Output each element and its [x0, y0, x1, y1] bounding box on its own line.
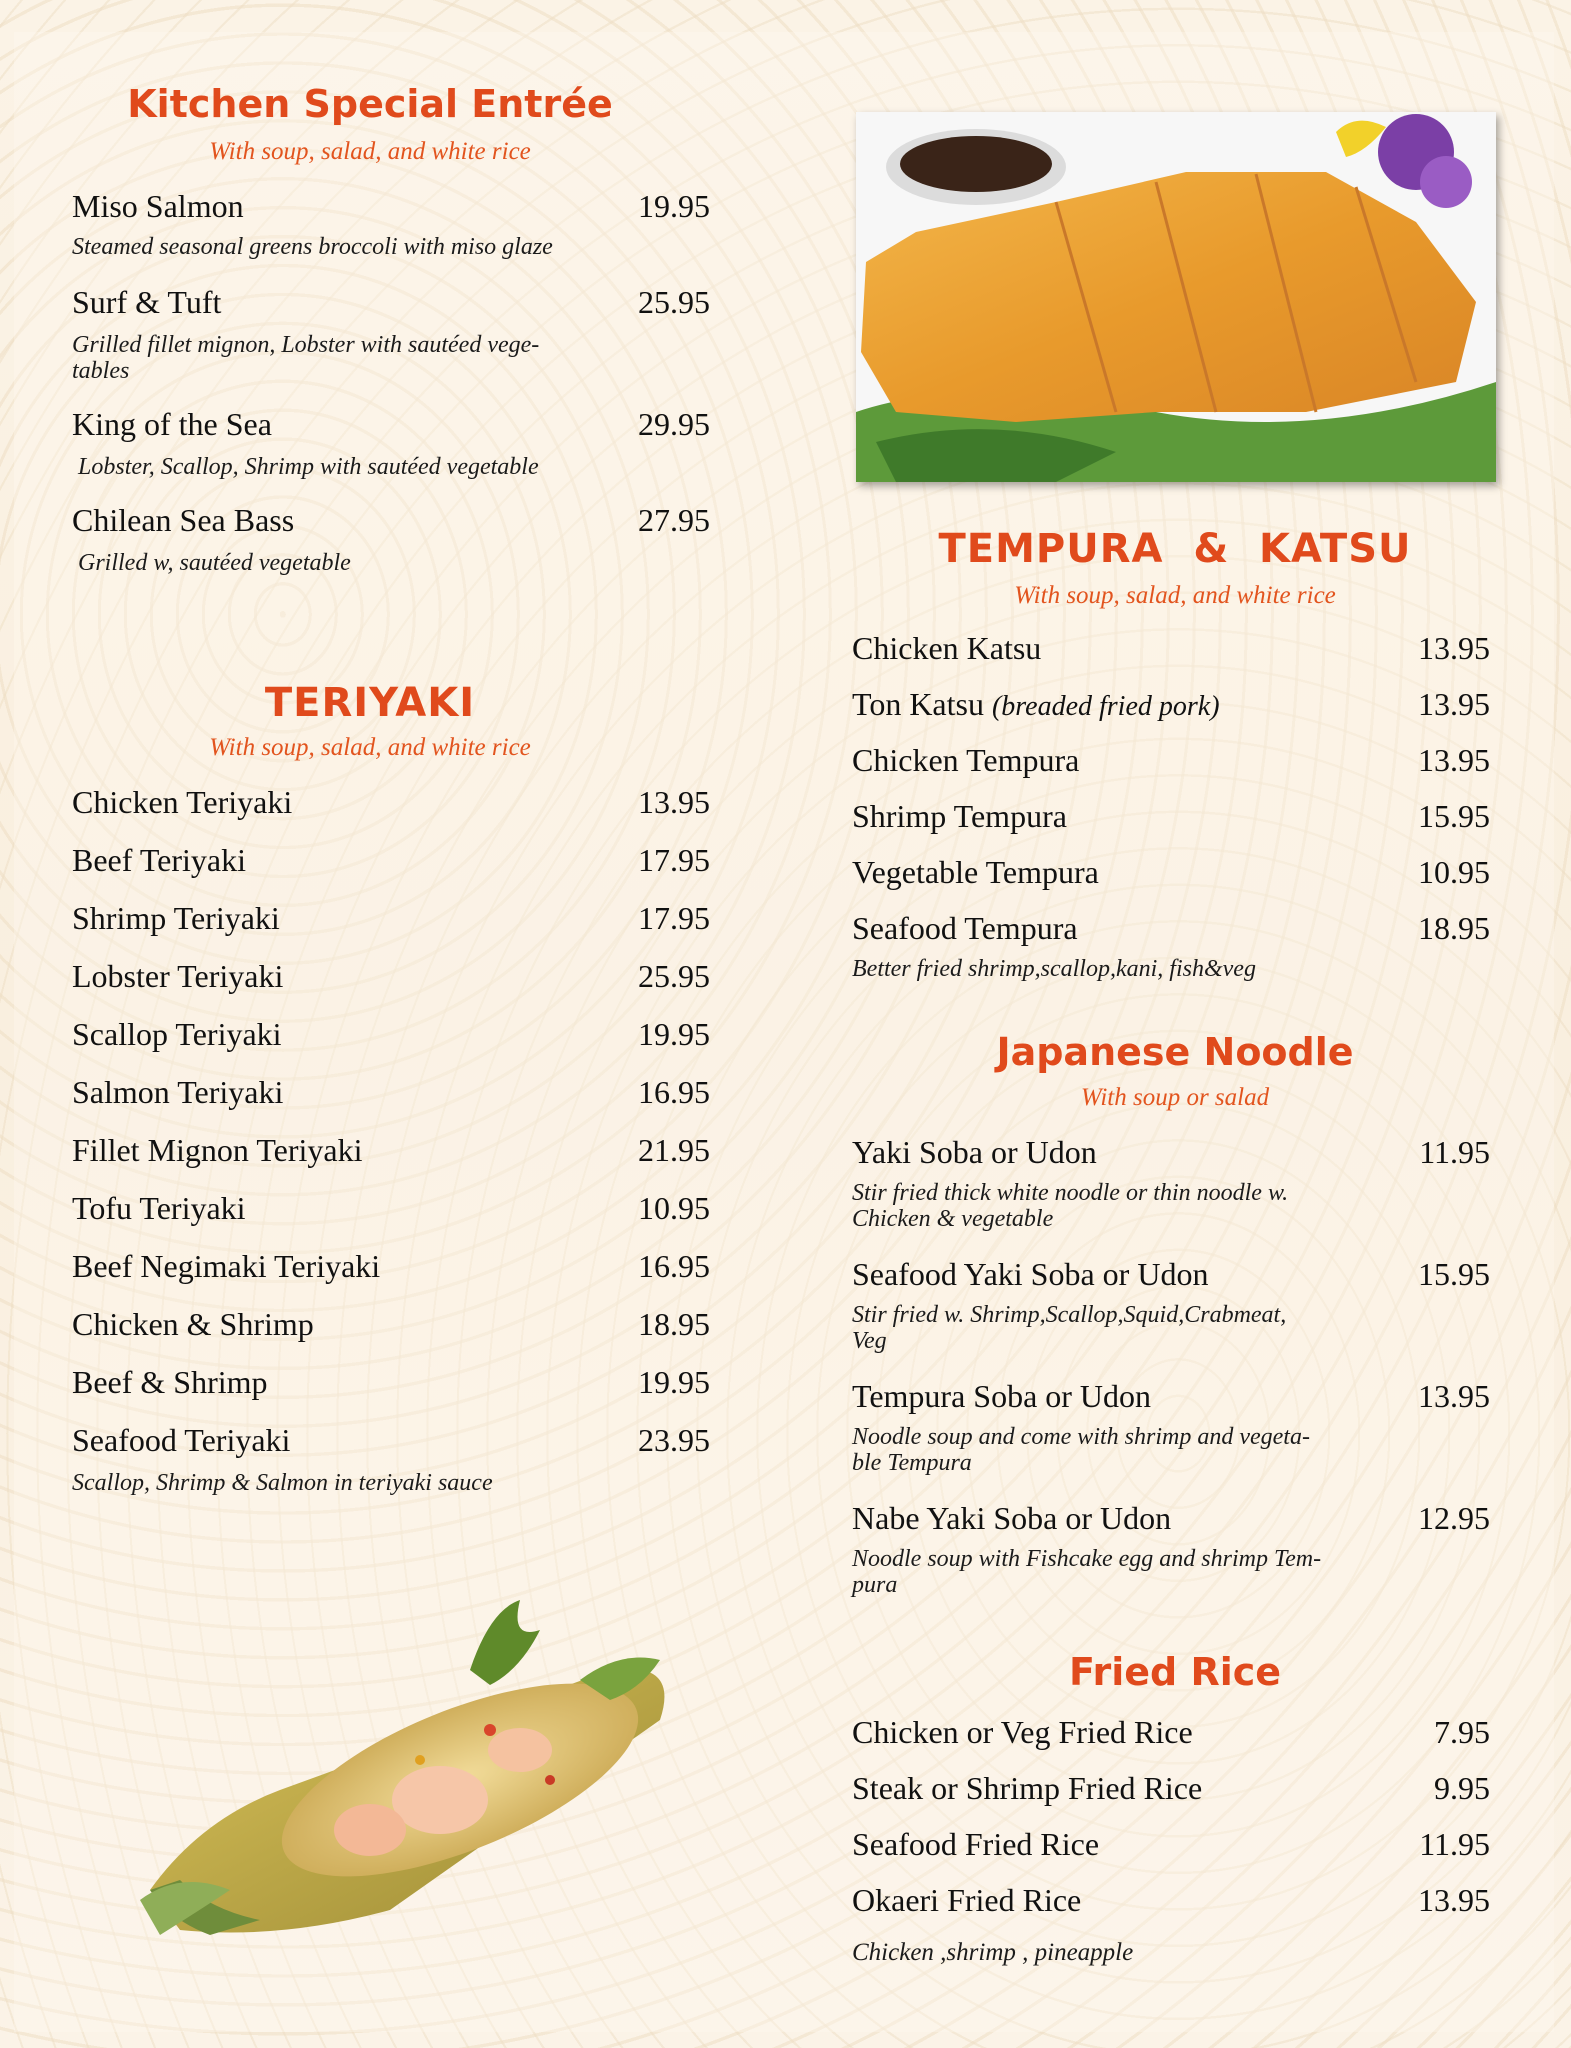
menu-item-name: Surf & Tuft	[72, 284, 222, 320]
menu-item-name: Yaki Soba or Udon	[852, 1134, 1097, 1170]
menu-item-price: 21.95	[638, 1132, 710, 1168]
menu-item-name: Okaeri Fried Rice	[852, 1882, 1082, 1918]
teriyaki-title: TERIYAKI	[264, 680, 476, 726]
menu-item-name-text: Ton Katsu	[852, 686, 984, 722]
menu-item-price: 19.95	[638, 1016, 710, 1052]
menu-item-name: Chicken Tempura	[852, 742, 1080, 778]
menu-item-description: Grilled w, sautéed vegetable	[78, 550, 351, 576]
teriyaki-subtitle: With soup, salad, and white rice	[209, 734, 531, 761]
menu-item-name	[852, 686, 1220, 723]
menu-item-name: Nabe Yaki Soba or Udon	[852, 1500, 1172, 1536]
menu-item-price: 10.95	[638, 1190, 710, 1226]
menu-item-price: 23.95	[638, 1422, 710, 1458]
menu-item-price: 19.95	[638, 1364, 710, 1400]
menu-item-name: Seafood Teriyaki	[72, 1422, 291, 1458]
menu-item-price: 13.95	[1418, 742, 1490, 778]
menu-item-price: 16.95	[638, 1248, 710, 1284]
menu-item-price: 13.95	[1418, 630, 1490, 666]
menu-item-price: 15.95	[1418, 1256, 1490, 1292]
menu-item-price: 27.95	[638, 502, 710, 538]
japanese-noodle-title: Japanese Noodle	[996, 1030, 1354, 1074]
menu-item-name: Chilean Sea Bass	[72, 502, 295, 538]
menu-item-price: 15.95	[1418, 798, 1490, 834]
menu-item-name: Salmon Teriyaki	[72, 1074, 284, 1110]
menu-item-name: Beef Teriyaki	[72, 842, 246, 878]
kitchen-special-title: Kitchen Special Entrée	[127, 82, 613, 126]
menu-item-description: Stir fried w. Shrimp,Scallop,Squid,Crabmeat, Veg	[852, 1302, 1287, 1354]
menu-item-price: 18.95	[638, 1306, 710, 1342]
menu-item-name: Tofu Teriyaki	[72, 1190, 246, 1226]
menu-item-name: Chicken & Shrimp	[72, 1306, 314, 1342]
menu-item-price: 7.95	[1434, 1714, 1490, 1750]
fried-rice-footnote: Chicken ,shrimp , pineapple	[852, 1939, 1134, 1966]
menu-item-name: Seafood Yaki Soba or Udon	[852, 1256, 1209, 1292]
menu-item-description: Noodle soup with Fishcake egg and shrimp Tem- pura	[852, 1546, 1322, 1598]
menu-item-price: 18.95	[1418, 910, 1490, 946]
menu-item-price: 25.95	[638, 958, 710, 994]
menu-item-name: Beef & Shrimp	[72, 1364, 268, 1400]
kitchen-special-subtitle: With soup, salad, and white rice	[209, 138, 531, 165]
menu-item-price: 11.95	[1419, 1134, 1490, 1170]
menu-item-name: Beef Negimaki Teriyaki	[72, 1248, 381, 1284]
pineapple-fried-rice-photo	[140, 1590, 700, 1940]
menu-item-price: 9.95	[1434, 1770, 1490, 1806]
tempura-katsu-title: TEMPURA & KATSU	[938, 526, 1412, 572]
menu-item-price: 13.95	[1418, 1378, 1490, 1414]
menu-item-note: (breaded fried pork)	[991, 691, 1220, 722]
menu-item-name: Steak or Shrimp Fried Rice	[852, 1770, 1203, 1806]
menu-item-name: Seafood Fried Rice	[852, 1826, 1100, 1862]
tempura-katsu-subtitle: With soup, salad, and white rice	[1014, 582, 1336, 609]
menu-item-description: Grilled fillet mignon, Lobster with sautéed vege- tables	[72, 332, 540, 384]
menu-item-price: 13.95	[1418, 686, 1490, 722]
menu-item-name: Shrimp Teriyaki	[72, 900, 280, 936]
menu-item-name: Scallop Teriyaki	[72, 1016, 282, 1052]
menu-item-price: 10.95	[1418, 854, 1490, 890]
menu-item-name: Vegetable Tempura	[852, 854, 1099, 890]
menu-item-price: 13.95	[1418, 1882, 1490, 1918]
menu-item-description: Better fried shrimp,scallop,kani, fish&veg	[852, 956, 1256, 982]
fried-katsu-photo	[856, 112, 1496, 482]
menu-item-price: 17.95	[638, 900, 710, 936]
menu-item-name: Lobster Teriyaki	[72, 958, 284, 994]
menu-item-name: Seafood Tempura	[852, 910, 1078, 946]
menu-item-description: Stir fried thick white noodle or thin noodle w. Chicken & vegetable	[852, 1180, 1289, 1232]
menu-item-name: Shrimp Tempura	[852, 798, 1067, 834]
menu-item-price: 25.95	[638, 284, 710, 320]
menu-item-price: 29.95	[638, 406, 710, 442]
menu-item-name: King of the Sea	[72, 406, 272, 442]
menu-item-name: Chicken Katsu	[852, 630, 1042, 666]
menu-item-price: 19.95	[638, 188, 710, 224]
menu-item-name: Miso Salmon	[72, 188, 244, 224]
menu-item-price: 13.95	[638, 784, 710, 820]
menu-item-name: Fillet Mignon Teriyaki	[72, 1132, 363, 1168]
fried-rice-title: Fried Rice	[1068, 1650, 1282, 1694]
menu-item-price: 16.95	[638, 1074, 710, 1110]
menu-item-price: 12.95	[1418, 1500, 1490, 1536]
menu-item-name: Tempura Soba or Udon	[852, 1378, 1152, 1414]
menu-item-name: Chicken Teriyaki	[72, 784, 293, 820]
menu-item-price: 17.95	[638, 842, 710, 878]
japanese-noodle-subtitle: With soup or salad	[1080, 1084, 1270, 1111]
menu-item-description: Noodle soup and come with shrimp and vegeta- ble Tempura	[852, 1424, 1310, 1476]
menu-item-description: Steamed seasonal greens broccoli with miso glaze	[72, 234, 553, 260]
menu-item-name: Chicken or Veg Fried Rice	[852, 1714, 1193, 1750]
menu-item-description: Scallop, Shrimp & Salmon in teriyaki sauce	[72, 1470, 493, 1496]
menu-item-price: 11.95	[1419, 1826, 1490, 1862]
menu-item-description: Lobster, Scallop, Shrimp with sautéed vegetable	[78, 454, 539, 480]
